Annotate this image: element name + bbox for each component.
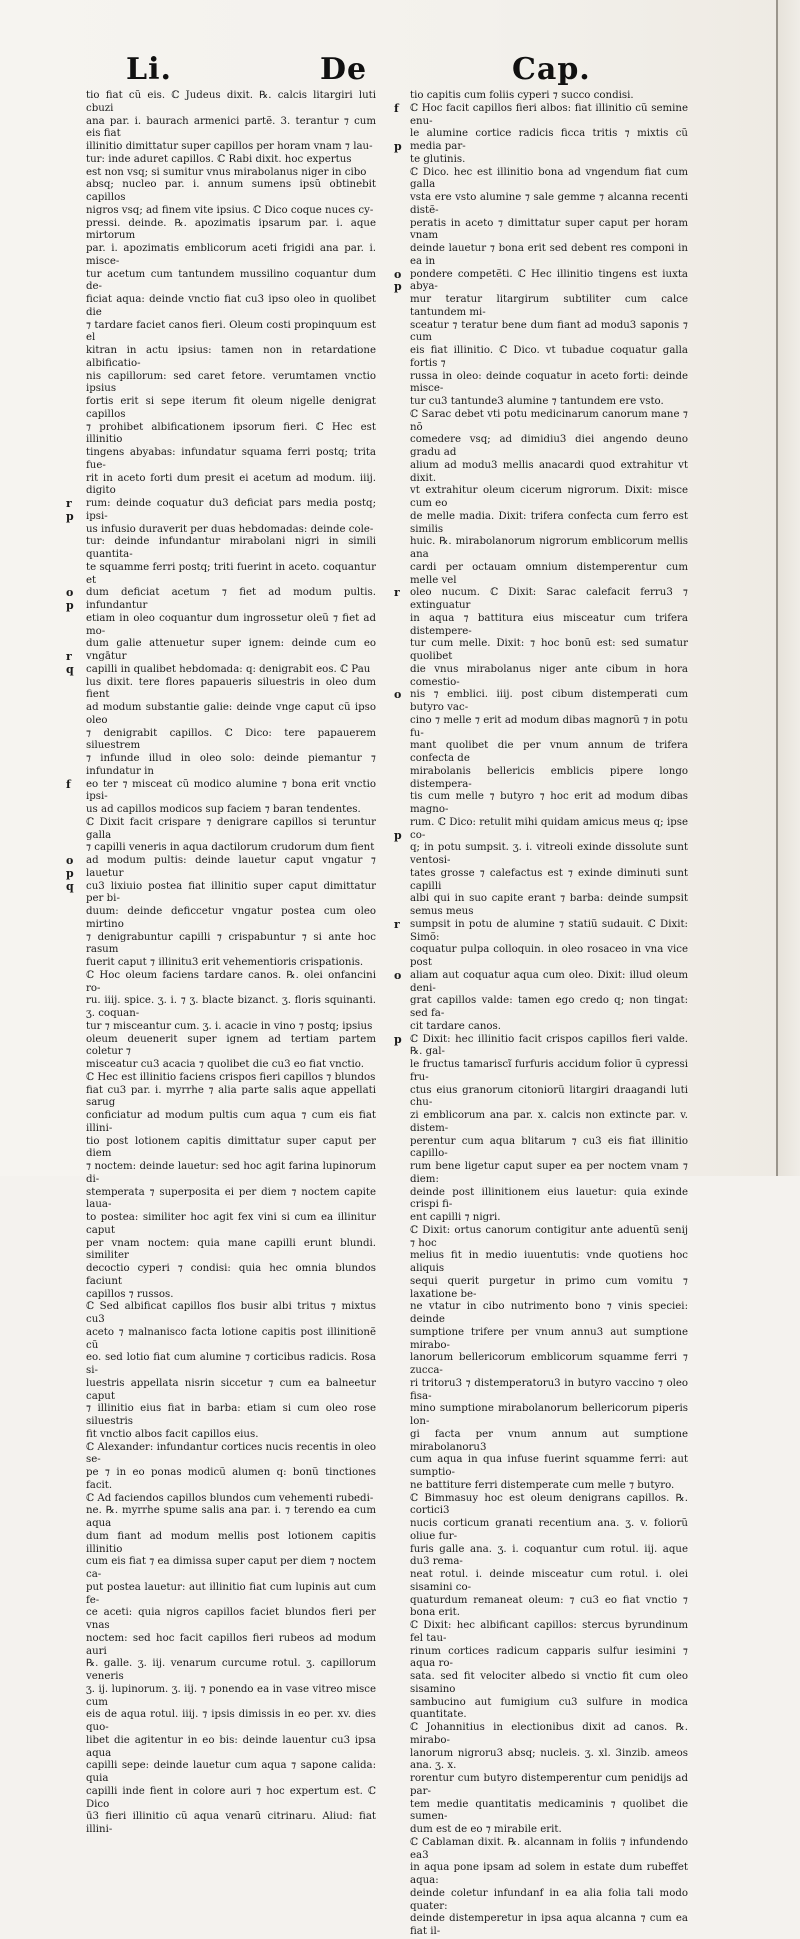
margin-letter: r [394, 586, 400, 600]
text-line: ru. iiij. spice. ʒ. i. ⁊ ʒ. blacte bizanct. ʒ. floris squinanti. ʒ. coquan- [86, 995, 376, 1019]
text-line: ⁊ capilli veneris in aqua dactilorum crudorum dum fient [86, 842, 375, 854]
text-line: noctem: sed hoc facit capillos fieri rubeos ad modum auri [86, 1632, 376, 1657]
text-line: capillos ⁊ russos. [86, 1288, 174, 1300]
text-line: deinde post illinitionem eius lauetur: quia exinde crispi fi- [410, 1186, 688, 1211]
text-line: decoctio cyperi ⁊ condisi: quia hec omnia blundos faciunt [86, 1263, 376, 1287]
text-line: ad modum pultis: deinde lauetur caput vngatur ⁊ lauetur [86, 855, 376, 879]
text-line: vt extrahitur oleum cicerum nigrorum. Dixit: misce cum eo [410, 485, 688, 509]
text-line: vsta ere vsto alumine ⁊ sale gemme ⁊ alcanna recenti distẽ- [410, 192, 688, 216]
text-column-right [410, 90, 688, 1939]
text-line: eo ter ⁊ misceat cũ modico alumine ⁊ bona erit vnctio ipsi- [86, 778, 376, 803]
text-line: sumptione trifere per vnum annu3 aut sumptione mirabo- [410, 1326, 688, 1351]
text-line: ⁊ illinitio eius fiat in barba: etiam si cum oleo rose siluestris [86, 1403, 376, 1427]
text-line: tur cu3 tantunde3 alumine ⁊ tantundem ere vsto. [410, 396, 664, 407]
text-line: absq; nucleo par. i. annum sumens ipsũ obtinebit capillos [86, 179, 376, 203]
margin-letter: p [66, 866, 74, 880]
text-line: ri tritoru3 ⁊ distemperatoru3 in butyro vaccino ⁊ oleo fisa- [410, 1377, 688, 1402]
text-line: put postea lauetur: aut illinitio fiat cum lupinis aut cum fe- [86, 1581, 376, 1606]
text-line: stemperata ⁊ superposita ei per diem ⁊ noctem capite laua- [86, 1186, 376, 1211]
text-line: ⁊ tardare faciet canos fieri. Oleum costi propinquum est el [86, 319, 376, 344]
text-line: ad modum substantie galie: deinde vnge caput cũ ipso oleo [86, 702, 376, 726]
text-line: dum galie attenuetur super ignem: deinde cum eo vngātur [86, 638, 376, 662]
margin-letter: p [66, 509, 74, 523]
text-line: fuerit caput ⁊ illinitu3 erit vehementioris crispationis. [86, 957, 364, 968]
margin-letter: q [66, 879, 74, 893]
text-line: libet die agitentur in eo bis: deinde lauentur cu3 ipsa aqua [86, 1734, 376, 1759]
text-line: fit vnctio albos facit capillos eius. [86, 1428, 259, 1440]
text-line: ℂ Hoc oleum faciens tardare canos. ℞. olei onfancini ro- [86, 969, 376, 994]
text-line: cardi per octauam omnium distemperentur cum melle vel [410, 561, 688, 586]
page-edge [778, 0, 800, 1176]
text-line: ⁊ noctem: deinde lauetur: sed hoc agit farina lupinorum di- [86, 1161, 376, 1185]
text-line: ū3 fieri illinitio cũ aqua venarũ citrinaru. Aliud: fiat illini- [86, 1811, 376, 1835]
text-line: capilli in qualibet hebdomada: q: denigrabit eos. ℂ Pau [86, 663, 371, 675]
text-line: sumpsit in potu de alumine ⁊ statiũ sudauit. ℂ Dixit: Simõ: [410, 918, 688, 943]
margin-letter: o [66, 586, 74, 600]
text-line: perentur cum aqua blitarum ⁊ cu3 eis fiat illinitio capillo- [410, 1135, 688, 1160]
margin-letter: o [394, 968, 402, 982]
text-line: in aqua ⁊ battitura eius misceatur cum trifera distempere- [410, 612, 688, 637]
text-line: sambucino aut fumigium cu3 sulfure in modica quantitate. [410, 1696, 688, 1721]
text-line: deinde coletur infundanf in ea alia folia tali modo quater: [410, 1887, 688, 1912]
text-line: die vnus mirabolanus niger ante cibum in hora comestio- [410, 663, 688, 688]
text-line: tio post lotionem capitis dimittatur super caput per diem [86, 1135, 376, 1160]
text-line: us ad capillos modicos sup faciem ⁊ baran tendentes. [86, 804, 361, 815]
text-line: tur: deinde infundantur mirabolani nigri in simili quantita- [86, 536, 376, 560]
text-line: kitran in actu ipsius: tamen non in retardatione albificatio- [86, 345, 376, 369]
text-line: rit in aceto forti dum presit ei acetum ad modum. iiij. digito [86, 472, 376, 497]
text-line: pressi. deinde. ℞. apozimatis ipsarum par. i. aque mirtorum [86, 217, 376, 242]
text-line: ne battiture ferri distemperate cum melle ⁊ butyro. [410, 1479, 675, 1491]
text-line: cum aqua in qua infuse fuerint squamme ferri: aut sumptio- [410, 1454, 688, 1478]
text-line: dum fiant ad modum mellis post lotionem capitis illinitio [86, 1530, 376, 1555]
text-line: ℂ Ad faciendos capillos blundos cum vehementi rubedi- [86, 1492, 374, 1504]
text-line: ℂ Dixit: ortus canorum contigitur ante aduentũ senij ⁊ hoc [410, 1224, 688, 1249]
margin-letter: r [394, 917, 400, 931]
text-line: eis de aqua rotul. iiij. ⁊ ipsis dimissis in eo per. xv. dies quo- [86, 1709, 376, 1733]
margin-letter: r [66, 497, 72, 510]
text-line: rum. ℂ Dico: retulit mihi quidam amicus meus q; ipse co- [410, 816, 688, 841]
text-line: tur acetum cum tantundem mussilino coquantur dum de- [86, 268, 376, 293]
text-line: grat capillos valde: tamen ego credo q; non tingat: sed fa- [410, 995, 688, 1019]
text-line: nis capillorum: sed caret fetore. verumtamen vnctio ipsius [86, 370, 376, 395]
margin-letter: p [66, 599, 74, 612]
text-line: us infusio duraverit per duas hebdomadas: deinde cole- [86, 523, 374, 535]
text-line: oleo nucum. ℂ Dixit: Sarac calefacit ferru3 ⁊ extinguatur [410, 587, 688, 611]
text-line: mur teratur litargirum subtiliter cum calce tantundem mi- [410, 294, 688, 318]
text-line: mirabolanis bellericis emblicis pipere longo distempera- [410, 765, 688, 790]
text-line: tio fiat cũ eis. ℂ Judeus dixit. ℞. calcis litargiri luti cbuzi [86, 90, 376, 114]
margin-letter: f [66, 777, 71, 791]
text-line: tis cum melle ⁊ butyro ⁊ hoc erit ad modum dibas magno- [410, 791, 688, 815]
text-line: ℂ Hoc facit capillos fieri albos: fiat illinitio cũ semine enu- [410, 102, 688, 127]
text-line: neat rotul. i. deinde misceatur cum rotul. i. olei sisamini co- [410, 1569, 688, 1593]
text-line: conficiatur ad modum pultis cum aqua ⁊ cum eis fiat illini- [86, 1110, 376, 1134]
text-line: capilli sepe: deinde lauetur cum aqua ⁊ sapone calida: quia [86, 1760, 376, 1784]
text-line: tur ⁊ misceantur cum. ʒ. i. acacie in vino ⁊ postq; ipsius [86, 1020, 373, 1032]
running-head-left: Li. [126, 52, 172, 87]
text-line: ana par. i. baurach armenici partẽ. 3. terantur ⁊ cum eis fiat [86, 115, 376, 140]
text-line: gi facta per vnum annum aut sumptione mirabolanoru3 [410, 1428, 688, 1453]
text-line: ent capilli ⁊ nigri. [410, 1212, 501, 1223]
text-line: cum eis fiat ⁊ ea dimissa super caput per diem ⁊ noctem ca- [86, 1556, 376, 1580]
text-line: cino ⁊ melle ⁊ erit ad modum dibas magnorũ ⁊ in potu fu- [410, 714, 688, 739]
margin-letter: p [394, 828, 402, 842]
text-line: eis fiat illinitio. ℂ Dico. vt tubadue coquatur galla fortis ⁊ [410, 345, 688, 369]
text-line: lanorum bellericorum emblicorum squamme ferri ⁊ zucca- [410, 1352, 688, 1376]
page-gutter-line [776, 0, 778, 1176]
text-line: ℂ Dixit facit crispare ⁊ denigrare capillos si teruntur galla [86, 816, 376, 841]
text-line: lus dixit. tere flores papaueris siluestris in oleo dum fient [86, 676, 376, 701]
text-line: fiat cu3 par. i. myrrhe ⁊ alia parte salis aque appellati sarug [86, 1084, 376, 1109]
margin-letter: p [394, 280, 402, 294]
text-line: mant quolibet die per vnum annum de trifera confecta de [410, 740, 688, 764]
text-line: oleum deuenerit super ignem ad tertiam partem coletur ⁊ [86, 1033, 376, 1058]
text-line: te squamme ferri postq; triti fuerint in aceto. coquantur et [86, 561, 376, 586]
text-line: le fructus tamariscĩ furfuris accidum folior ũ cypressi fru- [410, 1059, 688, 1083]
text-line: dum est de eo ⁊ mirabile erit. [410, 1824, 562, 1835]
text-line: capilli inde fient in colore auri ⁊ hoc expertum est. ℂ Dico [86, 1785, 376, 1810]
text-line: te glutinis. [410, 153, 466, 165]
text-line: rum bene ligetur caput super ea per noctem vnam ⁊ diem: [410, 1161, 688, 1185]
margin-letter: o [394, 688, 402, 702]
text-line: tio capitis cum foliis cyperi ⁊ succo condisi. [410, 90, 634, 101]
text-line: in aqua pone ipsam ad solem in estate dum rubeffet aqua: [410, 1862, 688, 1886]
text-line: nis ⁊ emblici. iiij. post cibum distemperati cum butyro vac- [410, 689, 688, 713]
text-line: fortis erit si sepe iterum fit oleum nigelle denigrat capillos [86, 396, 376, 420]
text-line: ne. ℞. myrrhe spume salis ana par. i. ⁊ terendo ea cum aqua [86, 1505, 376, 1529]
margin-letter: p [394, 1032, 402, 1046]
running-head-middle: De [320, 52, 368, 87]
text-line: ⁊ infunde illud in oleo solo: deinde piemantur ⁊ infundatur in [86, 753, 376, 777]
text-line: dum deficiat acetum ⁊ fiet ad modum pultis. infundantur [86, 587, 376, 611]
text-line: tur: inde aduret capillos. ℂ Rabi dixit. hoc expertus [86, 153, 352, 165]
margin-letter: q [66, 662, 74, 676]
text-line: furis galle ana. ʒ. i. coquantur cum rotul. iij. aque du3 rema- [410, 1543, 688, 1568]
text-line: ce aceti: quia nigros capillos faciet blundos fieri per vnas [86, 1607, 376, 1631]
text-line: alium ad modu3 mellis anacardi quod extrahitur vt dixit. [410, 459, 688, 484]
text-line: tur cum melle. Dixit: ⁊ hoc bonũ est: sed sumatur quolibet [410, 638, 688, 662]
text-line: deinde lauetur ⁊ bona erit sed debent res componi in ea in [410, 243, 688, 267]
text-line: rum: deinde coquatur du3 deficiat pars media postq; ipsi- [86, 498, 376, 522]
text-line: le alumine cortice radicis ficca tritis ⁊ mixtis cũ media par- [410, 128, 688, 152]
text-line: per vnam noctem: quia mane capilli erunt blundi. similiter [86, 1237, 376, 1262]
text-line: huic. ℞. mirabolanorum nigrorum emblicorum mellis ana [410, 536, 688, 560]
text-line: albi qui in suo capite erant ⁊ barba: deinde sumpsit semus meus [410, 893, 688, 917]
text-line: ⁊ denigrabuntur capilli ⁊ crispabuntur ⁊ si ante hoc rasum [86, 931, 376, 956]
margin-letter: o [66, 854, 74, 867]
text-line: misceatur cu3 acacia ⁊ quolibet die cu3 eo fiat vnctio. [86, 1059, 364, 1070]
text-line: ʒ. ij. lupinorum. ʒ. iij. ⁊ ponendo ea in vase vitreo misce cum [86, 1683, 376, 1708]
text-line: ℂ Sed albificat capillos flos busir albi tritus ⁊ mixtus cu3 [86, 1301, 376, 1325]
running-head-right: Cap. [512, 52, 591, 87]
text-line: ℂ Dixit: hec illinitio facit crispos capillos fieri valde. ℞. gal- [410, 1033, 688, 1058]
text-line: sceatur ⁊ teratur bene dum fiant ad modu3 saponis ⁊ cum [410, 319, 688, 344]
text-line: tingens abyabas: infundatur squama ferri postq; trita fue- [86, 447, 376, 471]
text-line: aceto ⁊ malnanisco facta lotione capitis post illinitionẽ cũ [86, 1326, 376, 1351]
text-line: etiam in oleo coquantur dum ingrossetur oleũ ⁊ fiet ad mo- [86, 612, 376, 637]
text-line: tem medie quantitatis medicaminis ⁊ quolibet die sumen- [410, 1798, 688, 1823]
text-line: tates grosse ⁊ calefactus est ⁊ exinde diminuti sunt capilli [410, 867, 688, 892]
text-line: nigros vsq; ad finem vite ipsius. ℂ Dico coque nuces cy- [86, 204, 374, 216]
text-line: ⁊ denigrabit capillos. ℂ Dico: tere papauerem siluestrem [86, 727, 376, 752]
text-line: coquatur pulpa colloquin. in oleo rosaceo in vna vice post [410, 944, 688, 968]
text-line: est non vsq; si sumitur vnus mirabolanus niger in cibo [86, 166, 367, 178]
margin-letter: r [66, 650, 72, 663]
text-line: sequi querit purgetur in primo cum vomitu ⁊ laxatione be- [410, 1275, 688, 1300]
text-line: duum: deinde deficcetur vngatur postea cum oleo mirtino [86, 906, 376, 930]
text-line: cit tardare canos. [410, 1020, 502, 1032]
text-line: russa in oleo: deinde coquatur in aceto forti: deinde misce- [410, 370, 688, 395]
text-line: eo. sed lotio fiat cum alumine ⁊ corticibus radicis. Rosa si- [86, 1352, 376, 1376]
text-line: peratis in aceto ⁊ dimittatur super caput per horam vnam [410, 217, 688, 242]
text-line: rinum cortices radicum capparis sulfur iesimini ⁊ aqua ro- [410, 1645, 688, 1670]
text-line: ⁊ prohibet albificationem ipsorum fieri. ℂ Hec est illinitio [86, 421, 376, 446]
text-line: ctus eius granorum citoniorũ litargiri draagandi luti chu- [410, 1084, 688, 1109]
text-line: ne vtatur in cibo nutrimento bono ⁊ vinis speciei: deinde [410, 1301, 688, 1325]
text-line: illinitio dimittatur super capillos per horam vnam ⁊ lau- [86, 141, 373, 152]
text-line: sata. sed fit velociter albedo si vnctio fit cum oleo sisamino [410, 1671, 688, 1695]
text-line: ℂ Alexander: infundantur cortices nucis recentis in oleo se- [86, 1441, 376, 1466]
text-line: ℂ Cablaman dixit. ℞. alcannam in foliis ⁊ infundendo ea3 [410, 1836, 688, 1861]
text-line: mino sumptione mirabolanorum bellericorum piperis lon- [410, 1403, 688, 1427]
text-line: ℂ Sarac debet vti potu medicinarum canorum mane ⁊ nõ [410, 408, 688, 433]
text-line: ℂ Bimmasuy hoc est oleum denigrans capillos. ℞. cortici3 [410, 1492, 688, 1517]
text-line: aliam aut coquatur aqua cum oleo. Dixit: illud oleum deni- [410, 969, 688, 994]
text-line: to postea: similiter hoc agit fex vini si cum ea illinitur caput [86, 1212, 376, 1236]
text-line: cu3 lixiuio postea fiat illinitio super caput dimittatur per bi- [86, 880, 376, 905]
text-line: zi emblicorum ana par. x. calcis non extincte par. v. distem- [410, 1110, 688, 1134]
text-line: deinde distemperetur in ipsa aqua alcanna ⁊ cum ea fiat il- [410, 1913, 688, 1937]
text-column-left [86, 90, 376, 1837]
text-line: ℞. galle. ʒ. iij. venarum curcume rotul. ʒ. capillorum veneris [86, 1658, 376, 1682]
text-line: de melle madia. Dixit: trifera confecta cum ferro est similis [410, 510, 688, 535]
text-line: melius fit in medio iuuentutis: vnde quotiens hoc aliquis [410, 1250, 688, 1274]
margin-letter: o [394, 267, 402, 281]
text-line: ficiat aqua: deinde vnctio fiat cu3 ipso oleo in quolibet die [86, 294, 376, 318]
text-line: ℂ Hec est illinitio faciens crispos fieri capillos ⁊ blundos [86, 1071, 376, 1083]
text-line: lanorum nigroru3 absq; nucleis. ʒ. xl. 3inzib. ameos ana. ʒ. x. [410, 1747, 688, 1772]
margin-letter: f [394, 101, 399, 115]
margin-letter: p [394, 140, 402, 153]
text-line: rorentur cum butyro distemperentur cum penidijs ad par- [410, 1773, 688, 1797]
text-line: ℂ Dixit: hec albificant capillos: stercus byrundinum fel tau- [410, 1620, 688, 1644]
text-line: ℂ Johannitius in electionibus dixit ad canos. ℞. mirabo- [410, 1722, 688, 1746]
text-line: pe ⁊ in eo ponas modicũ alumen q: bonũ tinctiones facit. [86, 1467, 376, 1491]
text-line: ℂ Dico. hec est illinitio bona ad vngendum fiat cum galla [410, 166, 688, 191]
text-line: pondere competẽti. ℂ Hec illinitio tingens est iuxta abya- [410, 268, 688, 293]
text-line: quaturdum remaneat oleum: ⁊ cu3 eo fiat vnctio ⁊ bona erit. [410, 1594, 688, 1619]
text-line: luestris appellata nisrin siccetur ⁊ cum ea balneetur caput [86, 1377, 376, 1402]
text-line: par. i. apozimatis emblicorum aceti frigidi ana par. i. misce- [86, 243, 376, 267]
text-line: q; in potu sumpsit. ʒ. i. vitreoli exinde dissolute sunt ventosi- [410, 842, 688, 866]
text-line: comedere vsq; ad dimidiu3 diei angendo deuno gradu ad [410, 434, 688, 458]
text-line: nucis corticum granati recentium ana. ʒ. v. foliorũ oliue fur- [410, 1518, 688, 1542]
